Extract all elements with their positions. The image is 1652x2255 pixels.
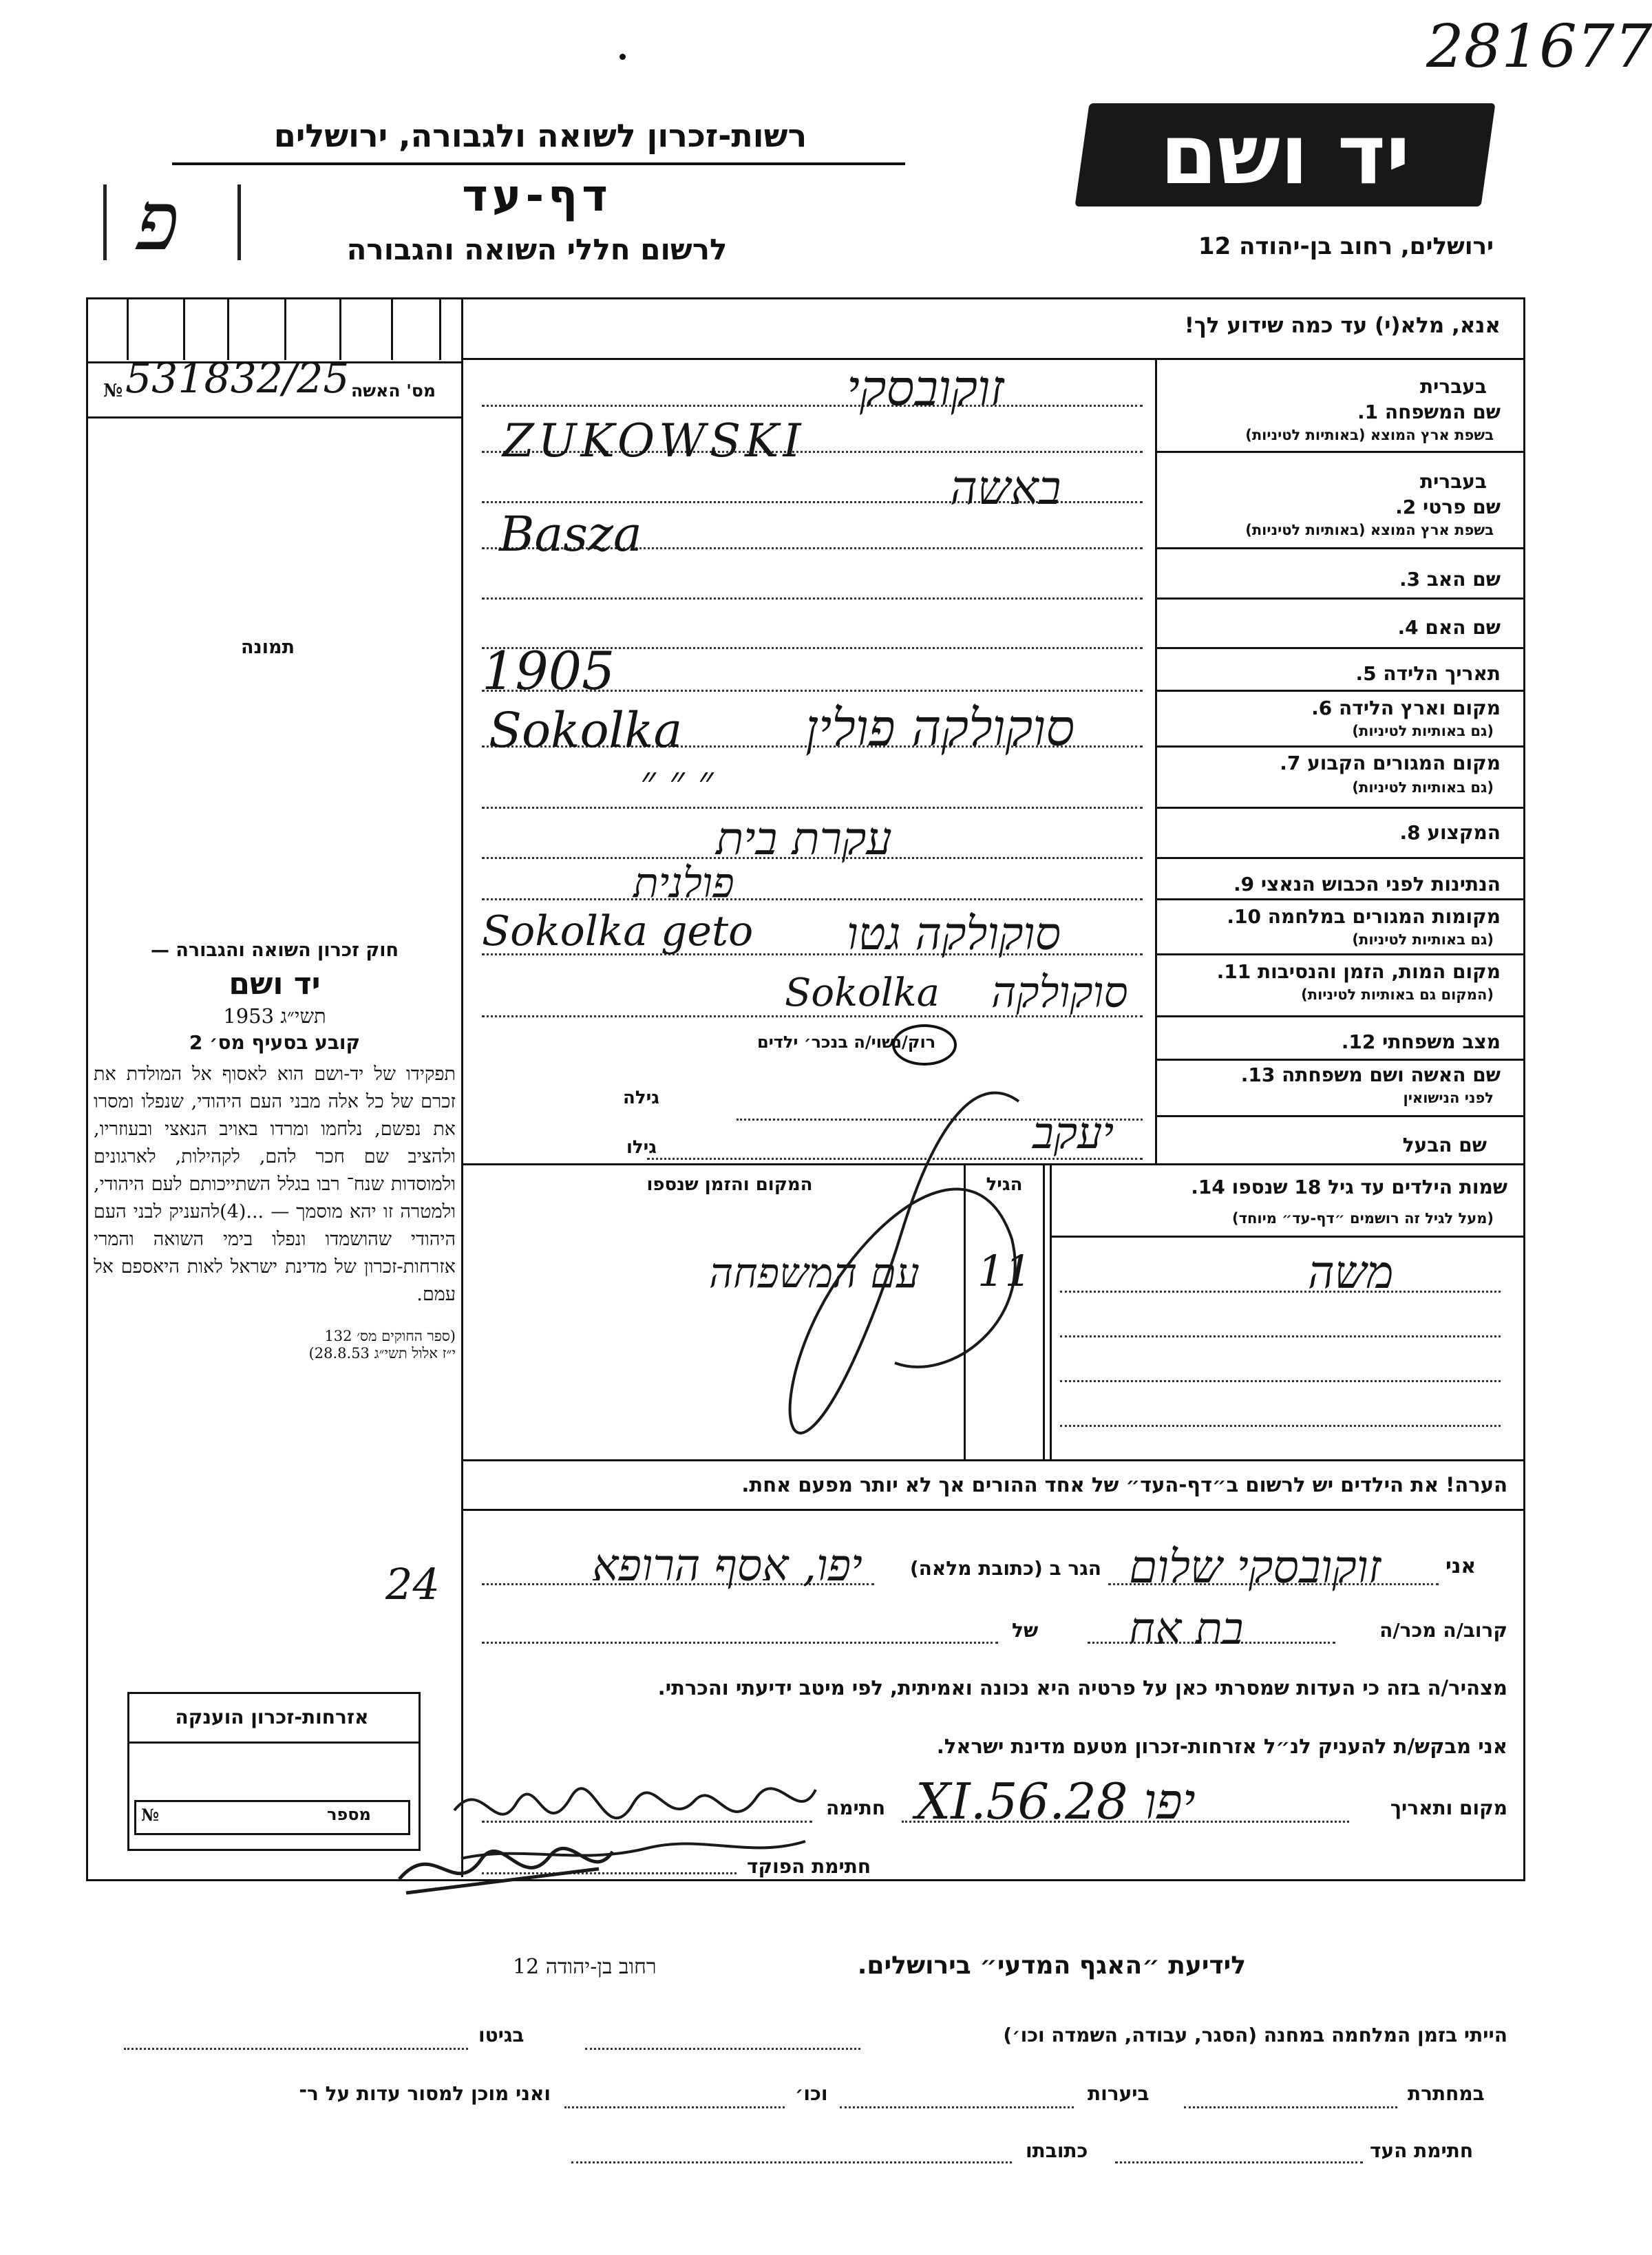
field-5-label: תאריך הלידה 5. [1355,662,1501,685]
wife-age-label: גילה [623,1088,659,1108]
law-year: תשי״ג 1953 [223,1004,326,1028]
declaration-text: מצהיר/ה בזה כי העדות שמסרתי כאן על פרטיה היא נכונה ואמיתית, לפי מיטב ידיעתי והכרתי. [657,1676,1507,1700]
wartime-residence-latin: Sokolka geto [482,907,754,955]
signature-label: חתימה [826,1797,886,1819]
law-text: תפקידו של יד-ושם הוא לאסוף אל המולדת את זכרם של כל אלה מבני העם היהודי, שנפלו ומסרו את נפשם, נלחמו ומרדו באויב הנאצי ובעוזריו, ולהציב שם חכר להם, לקהילות, לארגונים ולמוסדות שנח־ רבו בגלל השתייכותם לעם היהודי, ולמטרה זו יהא מוסמך — ...(4)להעניק לבני העם היהודי שהושמדו ונפלו בימי השואה והמרי אזרחות-זכרון של מדינת ישראל לאות היאספם אל עמם. [94,1063,456,1305]
citizenship-number-label: מספר [327,1805,371,1824]
husband-age-label: גילו [626,1137,657,1158]
field-13-label: שם האשה ושם משפחתה 13. [1240,1063,1501,1086]
footer-etc-line [564,2106,785,2108]
law-reference-2: י״ז אלול תשי״ג 28.8.53) [308,1345,456,1362]
footer-ghetto-line [124,2048,468,2050]
residence-ditto: ״ ״ ״ [640,757,714,805]
nationality-value: פולנית [633,859,734,907]
officer-label: חתימת הפוקד [747,1855,871,1878]
footer-notice: לידיעת ״האגף המדעי״ בירושלים. [857,1951,1246,1980]
children-age-col-mid [1043,1163,1045,1459]
note-top-divider [463,1459,1523,1461]
field-9-label: הנתינות לפני הכבוש הנאצי 9. [1233,873,1501,896]
row-divider [1155,597,1523,600]
first-name-latin: Basza [499,506,642,562]
row-divider [1155,745,1523,748]
value-line [482,898,1143,900]
footer-etc: וכו׳ [795,2082,828,2105]
birth-year: 1905 [482,640,615,701]
row-divider [1155,690,1523,692]
field-3-label: שם האב 3. [1399,568,1501,591]
declarant-house-number: 24 [385,1559,440,1609]
married-circle [892,1024,957,1066]
field-2-label: שם פרטי 2. [1395,496,1501,518]
place-date-value: יפו 28.XI.56 [915,1772,1196,1830]
archive-number: 281677 [1426,12,1652,81]
of-label: של [1012,1619,1039,1642]
field-1-sub: בשפת ארץ המוצא (באותיות לטיניות) [1245,427,1494,443]
death-place-hebrew: סוקולקה [991,967,1128,1017]
footer-forests: ביערות [1088,2082,1150,2105]
footer-ghetto: בגיטו [478,2024,525,2046]
citizenship-box-title: אזרחות-זכרון הוענקה [175,1706,369,1728]
law-panel [88,933,461,1362]
fill-request: אנא, מלא(י) עד כמה שידוע לך! [1184,313,1501,338]
row-divider [1155,451,1523,453]
citizenship-request: אני מבקש/ת להעניק לנ״ל אזרחות-זכרון מטעם מדינת ישראל. [936,1735,1507,1758]
husband-name: יעקב [1032,1108,1114,1159]
law-clause: קובע בסעיף מס׳ 2 [189,1031,361,1054]
child-name: משה [1308,1246,1394,1299]
death-place-latin: Sokolka [785,971,940,1015]
field-4-label: שם האם 4. [1397,616,1501,639]
row-divider [1155,953,1523,955]
children-place-header: המקום והזמן שנספו [646,1174,813,1195]
field-12-label: מצב משפחתי 12. [1341,1030,1501,1053]
value-line [482,405,1143,407]
declarant-i: אני [1446,1554,1476,1578]
husband-label: שם הבעל [1402,1134,1487,1156]
birthplace-hebrew: סוקולקה פולין [805,699,1075,758]
children-age-header: הגיל [986,1174,1023,1195]
field-2-sub: בשפת ארץ המוצא (באותיות לטיניות) [1245,522,1494,538]
birthplace-latin: Sokolka [489,702,683,759]
marital-status: רוק/נשוי/ה בנכר׳ ילדים [757,1033,936,1052]
footer-underground: במחתרת [1408,2082,1485,2105]
child-line [1060,1425,1501,1427]
field-10-label: מקומות המגורים במלחמה 10. [1227,905,1501,928]
footer-camp-line [585,2048,860,2050]
value-line [482,807,1143,809]
citizenship-box-divider [127,1741,419,1744]
occupation-value: עקרת בית [716,812,892,865]
residing-label: הגר ב (כתובת מלאה) [909,1557,1101,1580]
footer-camp: הייתי בזמן המלחמה במחנה (הסגר, עבודה, השמדה וכו׳) [1003,2024,1507,2046]
footer-underground-line [1184,2106,1397,2108]
field-13-sub: לפני הנישואין [1403,1090,1494,1106]
footer-witness-address: כתובתו [1026,2139,1088,2162]
row-divider [1155,857,1523,859]
value-line [482,597,1143,600]
law-reference-1: (ספר החוקים מס׳ 132 [324,1328,456,1344]
first-name-hebrew: באשה [950,461,1061,516]
children-header-divider [1050,1236,1523,1238]
field-1-side: בעברית [1419,375,1487,398]
footer-witness-signature: חתימת העד [1370,2139,1474,2162]
relation-label: קרוב/ה מכר/ה [1379,1619,1507,1642]
relation-value: בת אח [1129,1604,1244,1655]
of-line [482,1642,998,1644]
row-divider [1155,547,1523,549]
footer-witness-signature-line [1115,2161,1363,2163]
file-number-divider [88,416,463,419]
field-10-sub: (גם באותיות לטיניות) [1352,931,1494,948]
pen-stroke [723,1060,1032,1446]
form-title: דף-עד [462,171,612,222]
law-title: חוק זכרון השואה והגבורה — [150,940,399,961]
note-text: הערה! את הילדים יש לרשום ב״דף-העד״ של אחד ההורים אך לא יותר מפעם אחת. [741,1473,1507,1496]
footer-witness-address-line [571,2161,1012,2163]
yad-vashem-logo: יד ושם [1074,103,1495,207]
values-labels-divider [1155,358,1157,1163]
file-number-value: 531832/25 [125,354,350,403]
row-divider [1155,898,1523,900]
left-column-divider [461,297,463,1877]
field-11-sub: (המקום גם באותיות לטיניות) [1301,986,1494,1003]
form-subtitle: לרשום חללי השואה והגבורה [346,233,728,266]
row-divider [1155,1115,1523,1117]
stamp-letter: פ [136,173,179,268]
child-line [1060,1335,1501,1337]
declarant-name: זוקובסקי שלום [1129,1541,1381,1594]
children-age-col-right [1050,1163,1052,1459]
authority-name: רשות-זכרון לשואה ולגבורה, ירושלים [273,117,807,154]
wartime-residence-hebrew: סוקולקה גטו [847,907,1061,960]
child-place: עם המשפחה [709,1249,920,1298]
child-line [1060,1380,1501,1382]
children-label: שמות הילדים עד גיל 18 שנספו 14. [1191,1176,1507,1198]
field-7-label: מקום המגורים הקבוע 7. [1280,752,1501,774]
officer-signature [392,1817,620,1907]
child-age: 11 [977,1246,1032,1296]
law-name: יד ושם [229,966,321,1002]
declarant-address: יפו, אסף הרופא [592,1541,862,1591]
row-divider [1155,1059,1523,1061]
citizenship-number-sign: № [141,1805,160,1825]
row-divider [1155,647,1523,649]
file-number-label: מס' האשה [351,381,436,401]
family-name-latin: ZUKOWSKI [502,414,805,467]
footer-willing: ואני מוכן למסור עדות על ר־ [299,2082,551,2105]
footer-address: רחוב בן-יהודה 12 [513,1955,657,1979]
family-name-hebrew: זוקובסקי [847,359,1004,417]
photo-label: תמונה [241,637,295,658]
field-8-label: המקצוע 8. [1399,821,1501,844]
authority-underline [172,162,905,165]
field-1-label: שם המשפחה 1. [1357,401,1501,423]
field-2-side: בעברית [1419,470,1487,493]
footer-forests-line [840,2106,1074,2108]
child-line [1060,1291,1501,1293]
row-divider [1155,807,1523,809]
scan-speck [620,54,626,60]
field-6-label: מקום וארץ הלידה 6. [1311,697,1501,719]
file-number-sign: № [103,381,123,401]
address: ירושלים, רחוב בן-יהודה 12 [1198,233,1494,260]
children-sub: (מעל לגיל זה רושמים ״דף-עד״ מיוחד) [1232,1210,1494,1227]
field-11-label: מקום המות, הזמן והנסיבות 11. [1216,960,1501,983]
place-date-label: מקום ותאריך [1390,1797,1507,1819]
note-bottom-divider [463,1509,1523,1511]
row-divider [1155,1015,1523,1017]
field-6-sub: (גם באותיות לטיניות) [1352,723,1494,739]
field-7-sub: (גם באותיות לטיניות) [1352,779,1494,796]
